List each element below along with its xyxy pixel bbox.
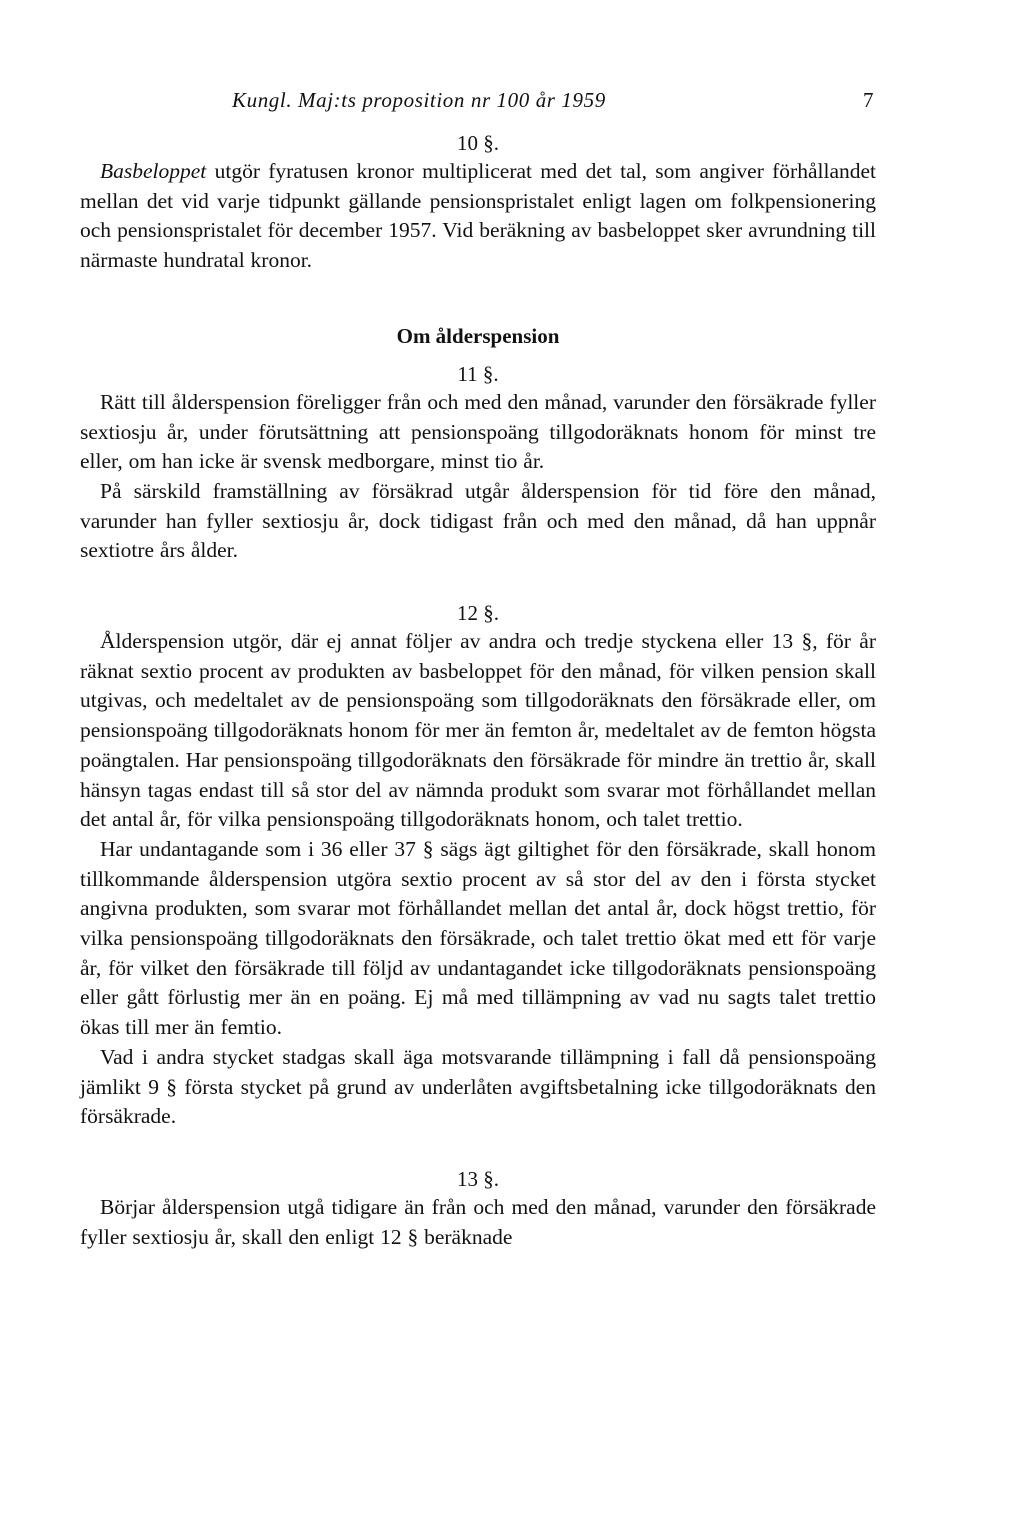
paragraph-12-2: Har undantagande som i 36 eller 37 § sägs ägt giltighet för den försäkrade, skall honom tillkommande ålderspension utgöra sextio procent av så stor del av den i första stycket angivna produkten, som svarar mot förhållandet mellan det antal år, dock högst trettio, för vilka pensionspoäng tillgodoräknats den försäkrade, och talet trettio ökat med ett för varje år, för vilket den försäkrade till följd av undantagandet icke tillgodoräknats pensionspoäng eller gått förlustig mer än en poäng. Ej må med tillämpning av vad nu sagts talet trettio ökas till mer än femtio. xyxy=(80,836,876,1040)
running-header xyxy=(80,88,876,120)
section-heading-13: 13 §. xyxy=(457,1166,499,1191)
running-title: Kungl. Maj:ts proposition nr 100 år 1959 xyxy=(232,88,606,112)
lead-term: Basbeloppet xyxy=(100,159,207,183)
paragraph-basbelopp xyxy=(80,157,876,276)
section-heading-11: 11 §. xyxy=(457,361,499,386)
section-heading-10: 10 §. xyxy=(457,131,499,155)
page-number: 7 xyxy=(863,88,874,112)
paragraph-11-1: Rätt till ålderspension föreligger från och med den månad, varunder den försäkrade fyller sextiosju år, under förutsättning att pensionspoäng tillgodoräknats honom för minst tre eller, om han icke är svensk medborgare, minst tio år. xyxy=(80,389,876,474)
paragraph-11-2: På särskild framställning av försäkrad utgår ålderspension för tid före den månad, varunder han fyller sextiosju år, dock tidigast från och med den månad, då han uppnår sextiotre års ålder. xyxy=(80,478,876,563)
paragraph-text: utgör fyratusen kronor multiplicerat med det tal, som angiver förhållandet mellan det vid varje tidpunkt gällande pensionspristalet enligt lagen om folkpensionering och pensionspristalet för december 1957. Vid beräkning av basbeloppet sker avrundning till närmaste hundratal kronor. xyxy=(80,159,877,273)
section-heading-12: 12 §. xyxy=(457,601,499,626)
chapter-heading: Om ålderspension xyxy=(396,323,560,348)
paragraph-12-3: Vad i andra stycket stadgas skall äga motsvarande tillämpning i fall då pensionspoäng jämlikt 9 § första stycket på grund av underlåten avgiftsbetalning icke tillgodoräknats den försäkrade. xyxy=(80,1044,876,1129)
document-page xyxy=(80,88,876,1252)
paragraph-12-1: Ålderspension utgör, där ej annat följer av andra och tredje styckena eller 13 §, för år räknat sextio procent av produkten av basbeloppet för den månad, för vilken pension skall utgivas, och medeltalet av de pensionspoäng som tillgodoräknats den försäkrade eller, om pensionspoäng tillgodoräknats honom för mer än femton år, medeltalet av de femton högsta poängtalen. Har pensionspoäng tillgodoräknats den försäkrade för mindre än trettio år, skall hänsyn tagas endast till så stor del av nämnda produkt som svarar mot förhållandet mellan det antal år, för vilka pensionspoäng tillgodoräknats honom, och talet trettio. xyxy=(80,629,876,832)
paragraph-13-1: Börjar ålderspension utgå tidigare än från och med den månad, varunder den försäkrade fyller sextiosju år, skall den enligt 12 § beräknade xyxy=(80,1194,876,1249)
